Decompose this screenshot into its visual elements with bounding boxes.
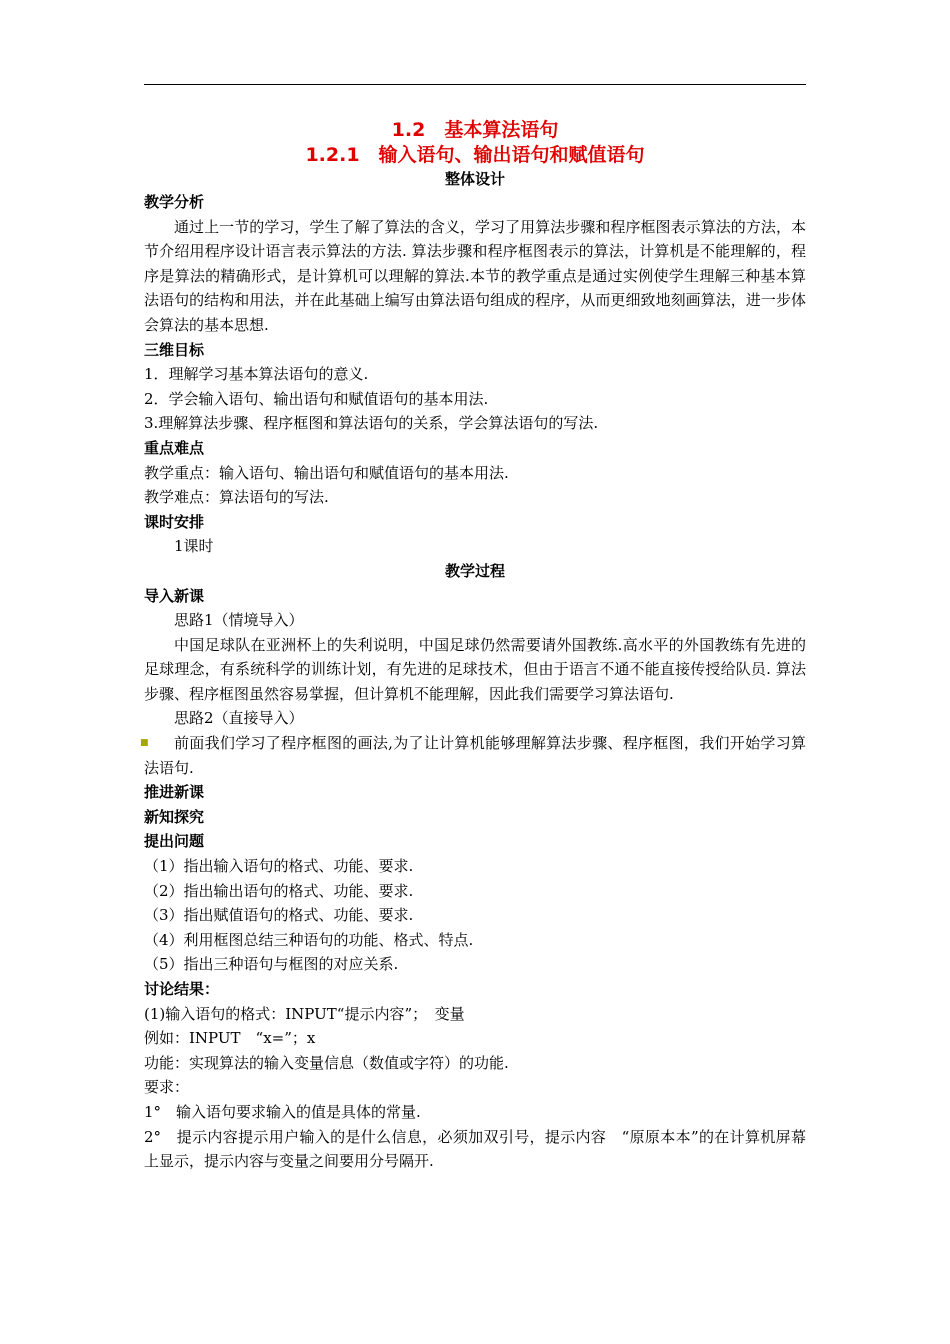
analysis-heading: 教学分析 xyxy=(144,193,205,211)
input-example: 例如：INPUT “x=”；x xyxy=(144,1029,316,1048)
marker-dot: ■ xyxy=(140,738,149,749)
explore-heading: 新知探究 xyxy=(144,807,205,826)
question-item: （3）指出赋值语句的格式、功能、要求. xyxy=(144,906,414,925)
idea1-label: 思路1（情境导入） xyxy=(174,611,304,630)
design-title: 整体设计 xyxy=(444,170,505,188)
question-item: （5）指出三种语句与框图的对应关系. xyxy=(144,955,399,974)
document-body xyxy=(140,118,806,1174)
process-heading: 教学过程 xyxy=(444,561,505,580)
key-difficulty: 教学难点：算法语句的写法. xyxy=(144,488,329,507)
key-focus: 教学重点：输入语句、输出语句和赋值语句的基本用法. xyxy=(144,463,509,482)
goal-item: 3.理解算法步骤、程序框图和算法语句的关系，学会算法语句的写法. xyxy=(144,414,599,433)
section-title: 1.2 基本算法语句 xyxy=(391,119,559,141)
question-item: （1）指出输入语句的格式、功能、要求. xyxy=(144,857,414,876)
schedule-text: 1课时 xyxy=(174,537,214,556)
intro-heading: 导入新课 xyxy=(144,586,205,605)
advance-heading: 推进新课 xyxy=(144,783,205,802)
input-function: 功能：实现算法的输入变量信息（数值或字符）的功能. xyxy=(144,1053,509,1072)
idea2-label: 思路2（直接导入） xyxy=(174,709,304,728)
idea1-text: 中国足球队在亚洲杯上的失利说明，中国足球仍然需要请外国教练.高水平的外国教练有先进的足球理念，有系统科学的训练计划，有先进的足球技术，但由于语言不通不能直接传授给队员. 算法步骤、程序框图虽然容易掌握，但计算机不能理解，因此我们需要学习算法语句. xyxy=(144,635,806,703)
schedule-heading: 课时安排 xyxy=(144,512,205,531)
questions-heading: 提出问题 xyxy=(144,832,205,851)
header-rule xyxy=(144,84,806,85)
idea2-text: 前面我们学习了程序框图的画法,为了让计算机能够理解算法步骤、程序框图，我们开始学习算法语句. xyxy=(144,734,806,777)
results-heading: 讨论结果： xyxy=(144,980,220,998)
subsection-title: 1.2.1 输入语句、输出语句和赋值语句 xyxy=(305,144,645,166)
key-heading: 重点难点 xyxy=(144,438,205,457)
goal-item: 1．理解学习基本算法语句的意义. xyxy=(144,365,369,384)
goals-heading: 三维目标 xyxy=(144,340,205,359)
goal-item: 2．学会输入语句、输出语句和赋值语句的基本用法. xyxy=(144,389,489,408)
requirements-label: 要求： xyxy=(144,1078,190,1097)
input-format: (1)输入语句的格式：INPUT“提示内容”； 变量 xyxy=(144,1004,465,1023)
requirement-1: 1° 输入语句要求输入的值是具体的常量. xyxy=(144,1102,421,1121)
question-item: （2）指出输出语句的格式、功能、要求. xyxy=(144,881,414,900)
requirement-2: 2° 提示内容提示用户输入的是什么信息，必须加双引号，提示内容 “原原本本”的在计算机屏幕上显示，提示内容与变量之间要用分号隔开. xyxy=(144,1127,806,1171)
analysis-text: 通过上一节的学习，学生了解了算法的含义，学习了用算法步骤和程序框图表示算法的方法，本节介绍用程序设计语言表示算法的方法. 算法步骤和程序框图表示的算法，计算机是不能理解的，程序是算法的精确形式，是计算机可以理解的算法.本节的教学重点是通过实例使学生理解三种基本算法语句的结构和用法，并在此基础上编写由算法语句组成的程序，从而更细致地刻画算法，进一步体会算法的基本思想. xyxy=(144,217,806,334)
question-item: （4）利用框图总结三种语句的功能、格式、特点. xyxy=(144,930,474,949)
